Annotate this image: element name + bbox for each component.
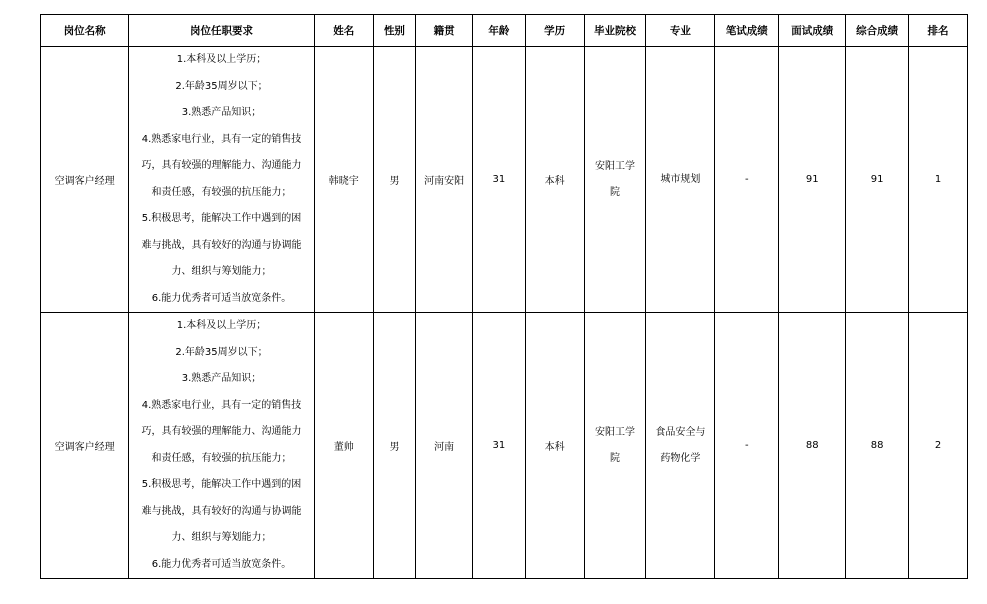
major-line-1: 食品安全与	[655, 426, 706, 438]
cell-requirements	[129, 47, 315, 313]
header-origin: 籍贯	[416, 15, 473, 47]
cell-age: 31	[473, 47, 526, 313]
requirement-line: 3.熟悉产品知识；	[181, 373, 262, 384]
requirement-line: 4.熟悉家电行业，具有一定的销售技	[141, 133, 302, 145]
cell-name: 董帅	[314, 313, 373, 579]
requirement-line: 5.积极思考，能解决工作中遇到的困	[141, 479, 302, 490]
requirement-line: 2.年龄35周岁以下；	[175, 346, 268, 358]
school-line-2: 院	[609, 452, 620, 464]
cell-school	[584, 313, 646, 579]
header-position: 岗位名称	[41, 15, 129, 47]
table-row	[41, 47, 968, 313]
cell-school	[584, 47, 646, 313]
header-school: 毕业院校	[584, 15, 646, 47]
requirement-line: 难与挑战，具有较好的沟通与协调能	[141, 239, 302, 251]
cell-rank: 2	[909, 313, 968, 579]
requirement-line: 6.能力优秀者可适当放宽条件。	[151, 292, 292, 304]
requirement-line: 难与挑战，具有较好的沟通与协调能	[141, 505, 302, 517]
cell-gender: 男	[373, 47, 416, 313]
requirement-line: 力、组织与筹划能力；	[171, 266, 272, 277]
cell-interview-score: 88	[779, 313, 846, 579]
requirement-line: 和责任感，有较强的抗压能力；	[151, 186, 292, 198]
header-requirements: 岗位任职要求	[129, 15, 315, 47]
major-line-2: 药物化学	[660, 452, 701, 464]
cell-rank: 1	[909, 47, 968, 313]
cell-requirements	[129, 313, 315, 579]
major-line-1: 城市规划	[660, 173, 701, 185]
cell-written-score: -	[715, 47, 779, 313]
header-gender: 性别	[373, 15, 416, 47]
header-rank: 排名	[909, 15, 968, 47]
cell-major	[646, 313, 715, 579]
requirement-line: 和责任感，有较强的抗压能力；	[151, 452, 292, 464]
header-written-score: 笔试成绩	[715, 15, 779, 47]
header-major: 专业	[646, 15, 715, 47]
requirement-line: 3.熟悉产品知识；	[181, 107, 262, 118]
school-line-1: 安阳工学	[594, 160, 635, 172]
header-overall-score: 综合成绩	[846, 15, 909, 47]
cell-overall-score: 88	[846, 313, 909, 579]
cell-gender: 男	[373, 313, 416, 579]
requirement-line: 1.本科及以上学历；	[176, 54, 267, 65]
requirement-line: 力、组织与筹划能力；	[171, 532, 272, 543]
cell-origin: 河南安阳	[416, 47, 473, 313]
school-line-2: 院	[609, 186, 620, 198]
cell-name: 韩晓宇	[314, 47, 373, 313]
cell-overall-score: 91	[846, 47, 909, 313]
results-table	[40, 14, 968, 579]
requirement-line: 5.积极思考，能解决工作中遇到的困	[141, 213, 302, 224]
school-line-1: 安阳工学	[594, 426, 635, 438]
cell-age: 31	[473, 313, 526, 579]
requirement-line: 巧，具有较强的理解能力、沟通能力	[141, 426, 302, 437]
requirement-line: 4.熟悉家电行业，具有一定的销售技	[141, 399, 302, 411]
cell-position: 空调客户经理	[41, 47, 129, 313]
header-name: 姓名	[314, 15, 373, 47]
cell-major	[646, 47, 715, 313]
header-age: 年龄	[473, 15, 526, 47]
requirement-line: 巧，具有较强的理解能力、沟通能力	[141, 160, 302, 171]
header-row	[41, 15, 968, 47]
requirement-line: 1.本科及以上学历；	[176, 320, 267, 331]
cell-education: 本科	[525, 313, 584, 579]
cell-education: 本科	[525, 47, 584, 313]
header-education: 学历	[525, 15, 584, 47]
requirement-line: 6.能力优秀者可适当放宽条件。	[151, 558, 292, 570]
header-interview-score: 面试成绩	[779, 15, 846, 47]
cell-interview-score: 91	[779, 47, 846, 313]
cell-origin: 河南	[416, 313, 473, 579]
requirement-line: 2.年龄35周岁以下；	[175, 80, 268, 92]
table-row	[41, 313, 968, 579]
cell-written-score: -	[715, 313, 779, 579]
cell-position: 空调客户经理	[41, 313, 129, 579]
